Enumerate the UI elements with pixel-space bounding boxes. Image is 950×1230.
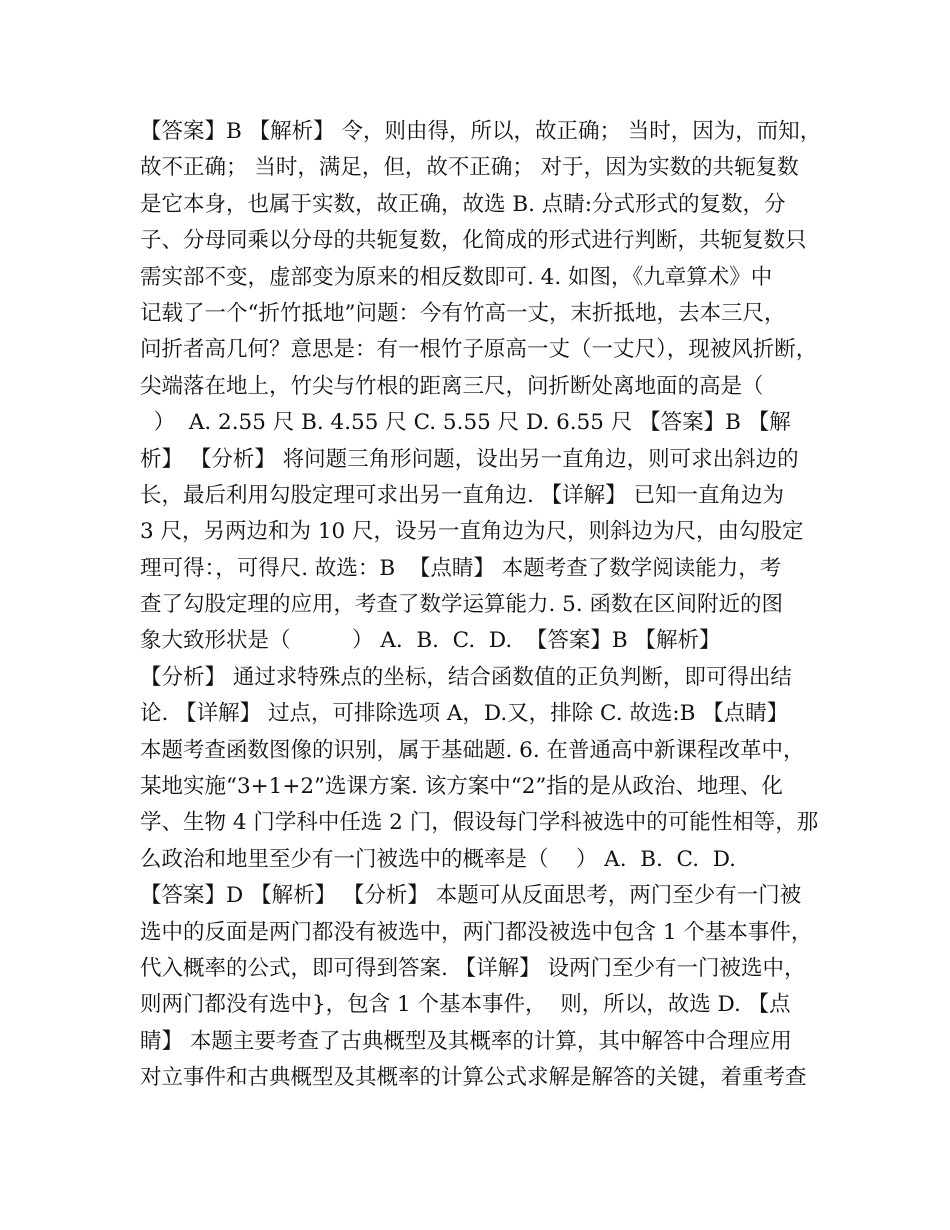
text-line: 尖端落在地上，竹尖与竹根的距离三尺，问折断处离地面的高是（ [140,373,764,399]
text-line: 记载了一个“折竹抵地”问题：今有竹高一丈，末折抵地，去本三尺， [140,300,786,326]
text-line: 故不正确； 当时，满足，但，故不正确； 对于，因为实数的共轭复数 [140,155,799,181]
text-line: 本题考查函数图像的识别，属于基础题. 6. 在普通高中新课程改革中， [140,737,805,763]
text-line: 对立事件和古典概型及其概率的计算公式求解是解答的关键，着重考查 [140,1065,807,1091]
text-line: 【分析】 通过求特殊点的坐标，结合函数值的正负判断，即可得出结 [140,664,792,690]
text-line: 析】 【分析】 将问题三角形问题，设出另一直角边，则可求出斜边的 [140,446,799,472]
text-line: 么政治和地里至少有一门被选中的概率是（ ） A. B. C. D. [140,846,736,872]
text-line: 睛】 本题主要考查了古典概型及其概率的计算，其中解答中合理应用 [140,1028,792,1054]
text-line: 3 尺，另两边和为 10 尺，设另一直角边为尺，则斜边为尺，由勾股定 [140,519,804,545]
text-line: 【答案】B 【解析】 令，则由得，所以，故正确； 当时，因为，而知， [140,119,822,144]
text-line: 则两门都没有选中}，包含 1 个基本事件， 则，所以，故选 D. 【点 [140,992,791,1018]
text-line: 问折者高几何？意思是：有一根竹子原高一丈（一丈尺），现被风折断， [140,337,818,363]
text-line: ） A. 2.55 尺 B. 4.55 尺 C. 5.55 尺 D. 6.55 尺 【答案】B 【解 [140,410,791,436]
text-line: 代入概率的公式，即可得到答案. 【详解】 设两门至少有一门被选中， [140,955,806,981]
text-line: 需实部不变，虚部变为原来的相反数即可. 4. 如图，《九章算术》中 [140,264,773,290]
text-line: 长，最后利用勾股定理可求出另一直角边. 【详解】 已知一直角边为 [140,482,785,508]
text-line: 选中的反面是两门都没有被选中，两门都没被选中包含 1 个基本事件， [140,919,813,945]
document-body [140,114,820,1097]
text-line: 理可得：，可得尺. 故选：B 【点睛】 本题考查了数学阅读能力，考 [140,555,782,581]
text-line: 某地实施“3+1+2”选课方案. 该方案中“2”指的是从政治、地理、化 [140,774,783,800]
text-line: 论. 【详解】 过点，可排除选项 A，D.又，排除 C. 故选:B 【点睛】 [140,701,789,727]
text-line: 子、分母同乘以分母的共轭复数，化简成的形式进行判断，共轭复数只 [140,228,807,254]
text-line: 学、生物 4 门学科中任选 2 门，假设每门学科被选中的可能性相等，那 [140,810,819,836]
text-line: 查了勾股定理的应用，考查了数学运算能力. 5. 函数在区间附近的图 [140,592,784,618]
text-line: 是它本身，也属于实数，故正确，故选 B. 点睛:分式形式的复数，分 [140,191,786,217]
text-line: 【答案】D 【解析】 【分析】 本题可从反面思考，两门至少有一门被 [140,883,802,909]
text-line: 象大致形状是（ ） A. B. C. D. 【答案】B 【解析】 [140,628,721,654]
